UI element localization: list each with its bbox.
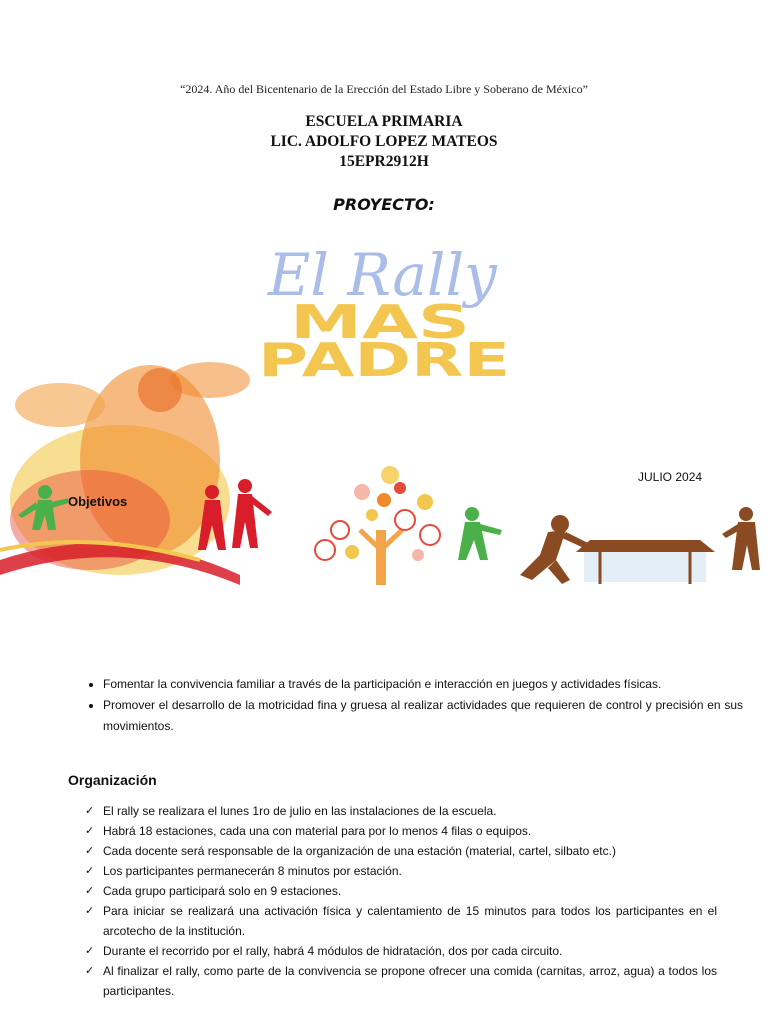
banner-title-script: El Rally — [268, 241, 497, 309]
list-item — [85, 941, 717, 961]
check-icon: ✓ — [85, 965, 95, 977]
objectives-heading: Objetivos — [68, 494, 128, 509]
project-label: PROYECTO: — [333, 195, 435, 214]
list-item: • Fomentar la convivencia familiar a través de la participación e interacción en juegos y actividades físicas. — [103, 674, 743, 695]
check-icon: ✓ — [85, 945, 95, 957]
organization-heading: Organización — [68, 772, 157, 788]
list-item-text: Los participantes permanecerán 8 minutos por estación. — [103, 864, 402, 878]
organization-list — [85, 801, 717, 1001]
right-player-silhouette — [722, 507, 760, 570]
list-item: • Promover el desarrollo de la motricidad fina y gruesa al realizar actividades que requieren de control y precisión en sus movimientos. — [103, 695, 743, 737]
objectives-list — [80, 674, 743, 737]
left-splash-art — [0, 362, 250, 585]
list-item — [85, 861, 717, 881]
check-icon: ✓ — [85, 825, 95, 837]
motto-line: “2024. Año del Bicentenario de la Erección del Estado Libre y Soberano de México” — [180, 82, 588, 96]
list-item — [85, 821, 717, 841]
school-type: ESCUELA PRIMARIA — [305, 113, 463, 130]
school-name: LIC. ADOLFO LOPEZ MATEOS — [270, 133, 498, 150]
check-icon: ✓ — [85, 885, 95, 897]
list-item-text: Cada grupo participará solo en 9 estaciones. — [103, 884, 342, 898]
list-item — [85, 961, 717, 1001]
list-item-text: Cada docente será responsable de la organización de una estación (material, cartel, silbato etc.) — [103, 844, 616, 858]
school-header — [0, 112, 768, 172]
list-item-text: El rally se realizara el lunes 1ro de julio en las instalaciones de la escuela. — [103, 804, 497, 818]
document-date: JULIO 2024 — [638, 470, 703, 484]
green-runner-silhouette — [458, 507, 502, 560]
list-item — [85, 801, 717, 821]
list-item-text: Habrá 18 estaciones, cada una con material para por lo menos 4 filas o equipos. — [103, 824, 532, 838]
list-item-text: Para iniciar se realizará una activación física y calentamiento de 15 minutos para todos los participantes en el arcotecho de la institución. — [103, 904, 717, 938]
school-code: 15EPR2912H — [339, 153, 429, 170]
banner-title-padre: PADRE — [258, 333, 510, 387]
list-item — [85, 881, 717, 901]
tree-illustration — [315, 466, 440, 585]
list-item-text: Al finalizar el rally, como parte de la convivencia se propone ofrecer una comida (carnitas, arroz, agua) a todos los participantes. — [103, 964, 717, 998]
list-item — [85, 841, 717, 861]
check-icon: ✓ — [85, 845, 95, 857]
list-item — [85, 901, 717, 941]
check-icon: ✓ — [85, 905, 95, 917]
check-icon: ✓ — [85, 805, 95, 817]
banner-title-mas: MAS — [290, 295, 470, 349]
check-icon: ✓ — [85, 865, 95, 877]
table-illustration — [576, 540, 715, 584]
list-item-text: Durante el recorrido por el rally, habrá 4 módulos de hidratación, dos por cada circuito. — [103, 944, 563, 958]
rally-banner — [0, 230, 768, 590]
